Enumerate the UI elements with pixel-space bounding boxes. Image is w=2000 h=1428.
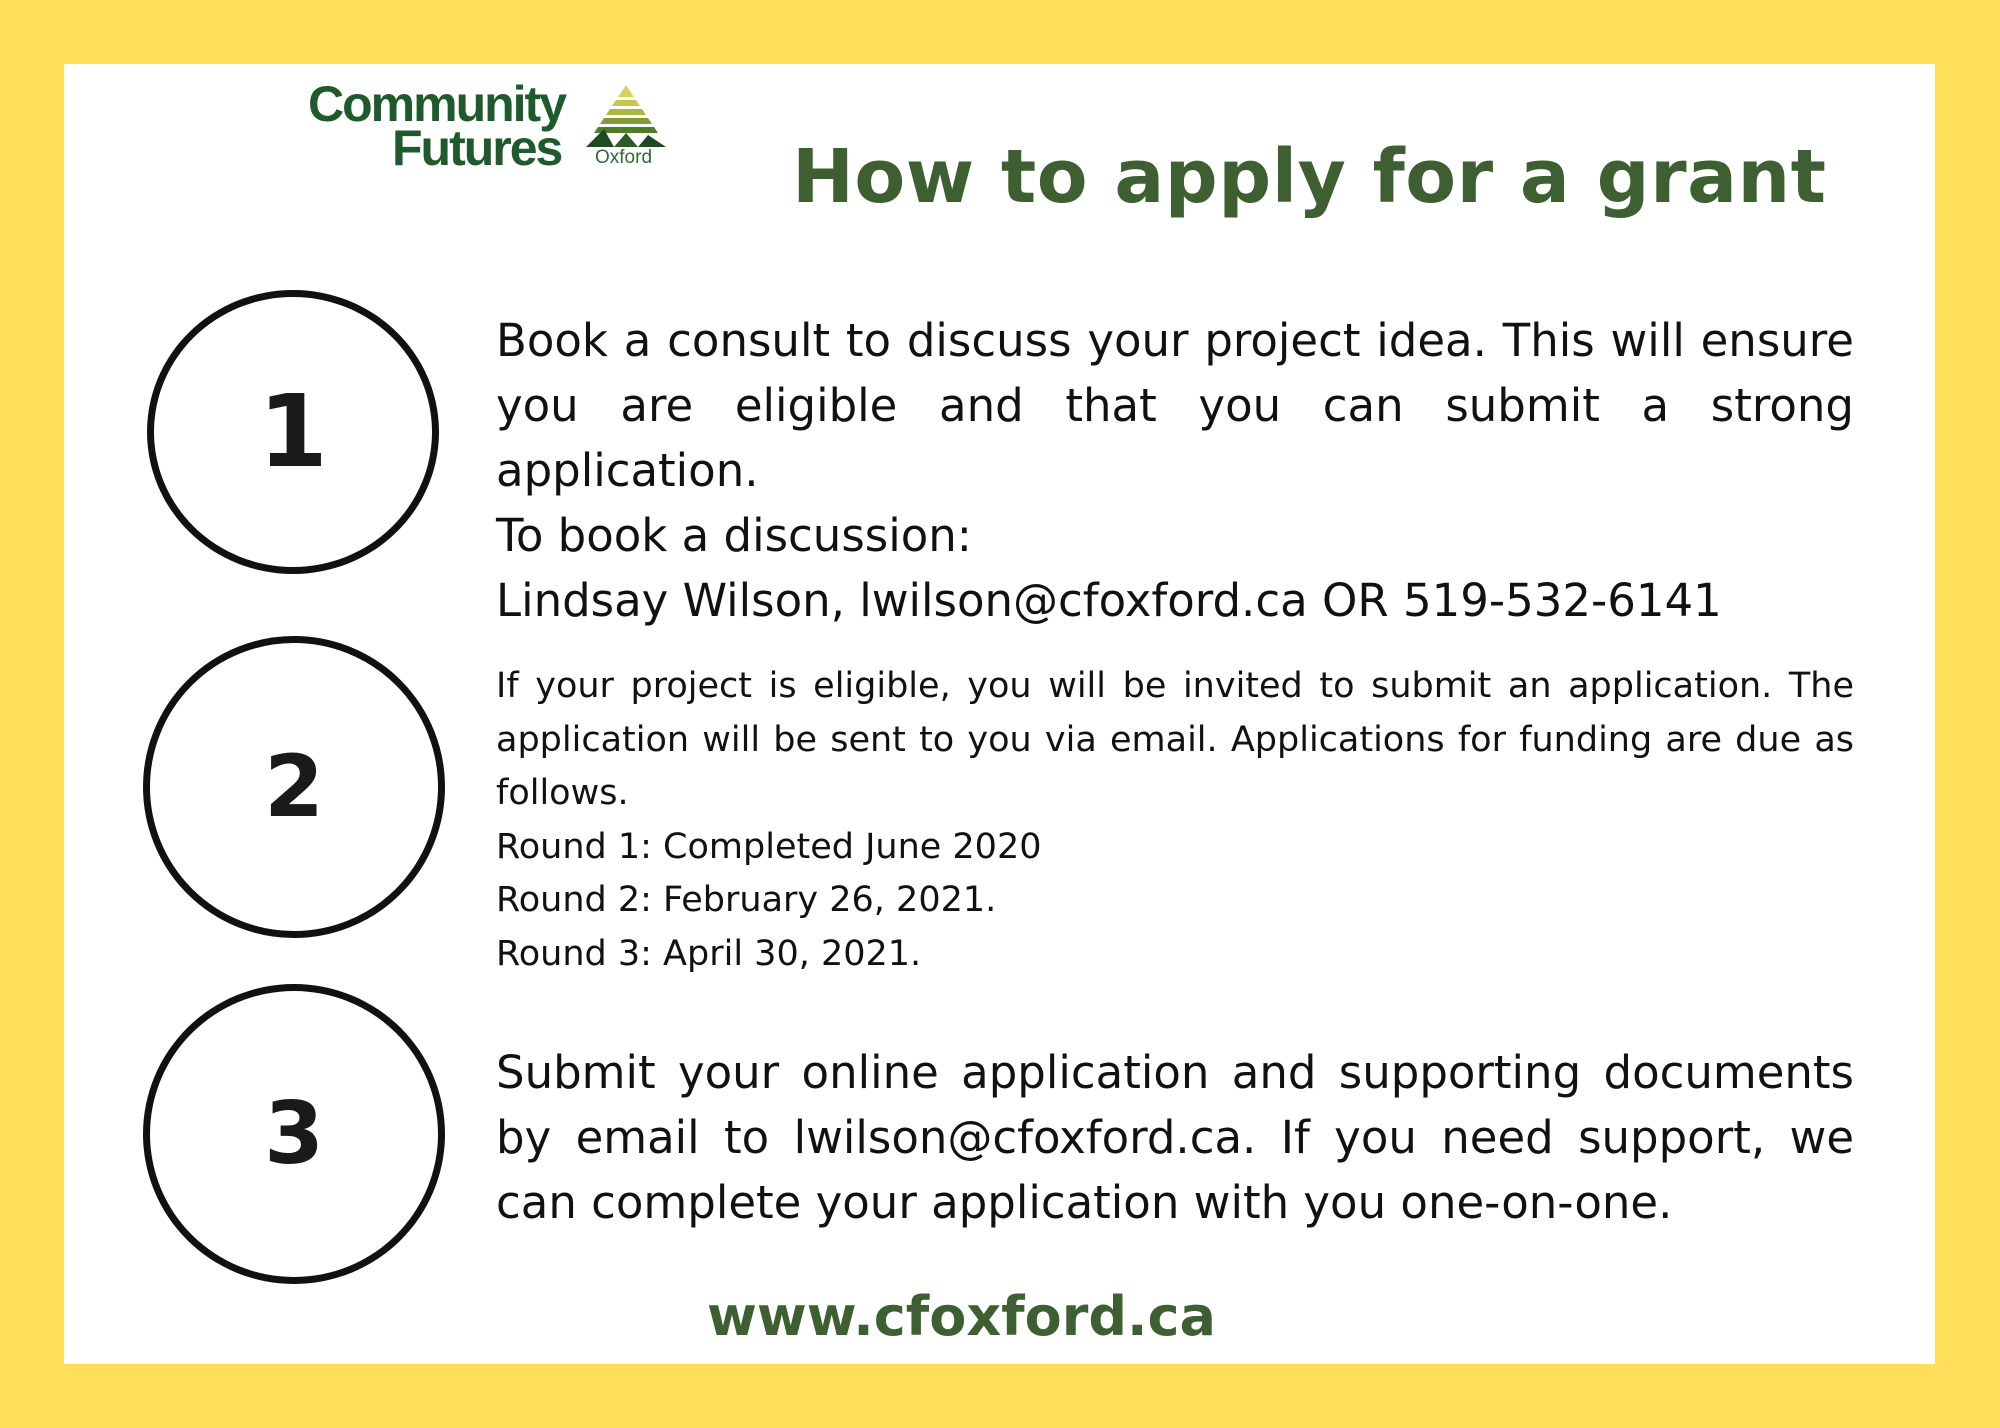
step-2-text	[496, 660, 1854, 981]
step-3-paragraph: Submit your online application and supporting documents by email to lwilson@cfoxford.ca. If you need support, we can complete your application with you one-on-one.	[496, 1046, 1854, 1229]
triangle-stripes-icon	[580, 83, 672, 149]
step-2-round-1: Round 1: Completed June 2020	[496, 826, 1042, 867]
step-1-paragraph: Book a consult to discuss your project idea. This will ensure you are eligible and that you can submit a strong application.	[496, 314, 1854, 497]
step-2-round-3: Round 3: April 30, 2021.	[496, 933, 922, 974]
step-2-round-2: Round 2: February 26, 2021.	[496, 880, 997, 920]
step-2-paragraph: If your project is eligible, you will be invited to submit an application. The application will be sent to you via email. Applications for funding are due as follows.	[496, 666, 1854, 813]
step-2-number: 2	[264, 737, 324, 837]
step-3-number: 3	[264, 1084, 324, 1184]
step-1-circle	[147, 290, 439, 574]
step-3-text	[496, 1040, 1854, 1235]
logo-subtitle: Oxford	[595, 147, 653, 168]
logo-line2: Futures	[392, 120, 562, 176]
step-1-line: To book a discussion:	[496, 509, 972, 562]
logo-line1: Community	[308, 76, 565, 132]
step-1-number: 1	[258, 373, 328, 490]
step-1-text	[496, 308, 1854, 633]
step-2-circle	[143, 636, 445, 938]
website-link[interactable]: www.cfoxford.ca	[707, 1285, 1216, 1348]
step-3-circle	[143, 984, 445, 1284]
community-futures-logo	[308, 76, 738, 189]
step-1-contact: Lindsay Wilson, lwilson@cfoxford.ca OR 519-532-6141	[496, 574, 1722, 627]
page-title: How to apply for a grant	[792, 134, 1827, 220]
